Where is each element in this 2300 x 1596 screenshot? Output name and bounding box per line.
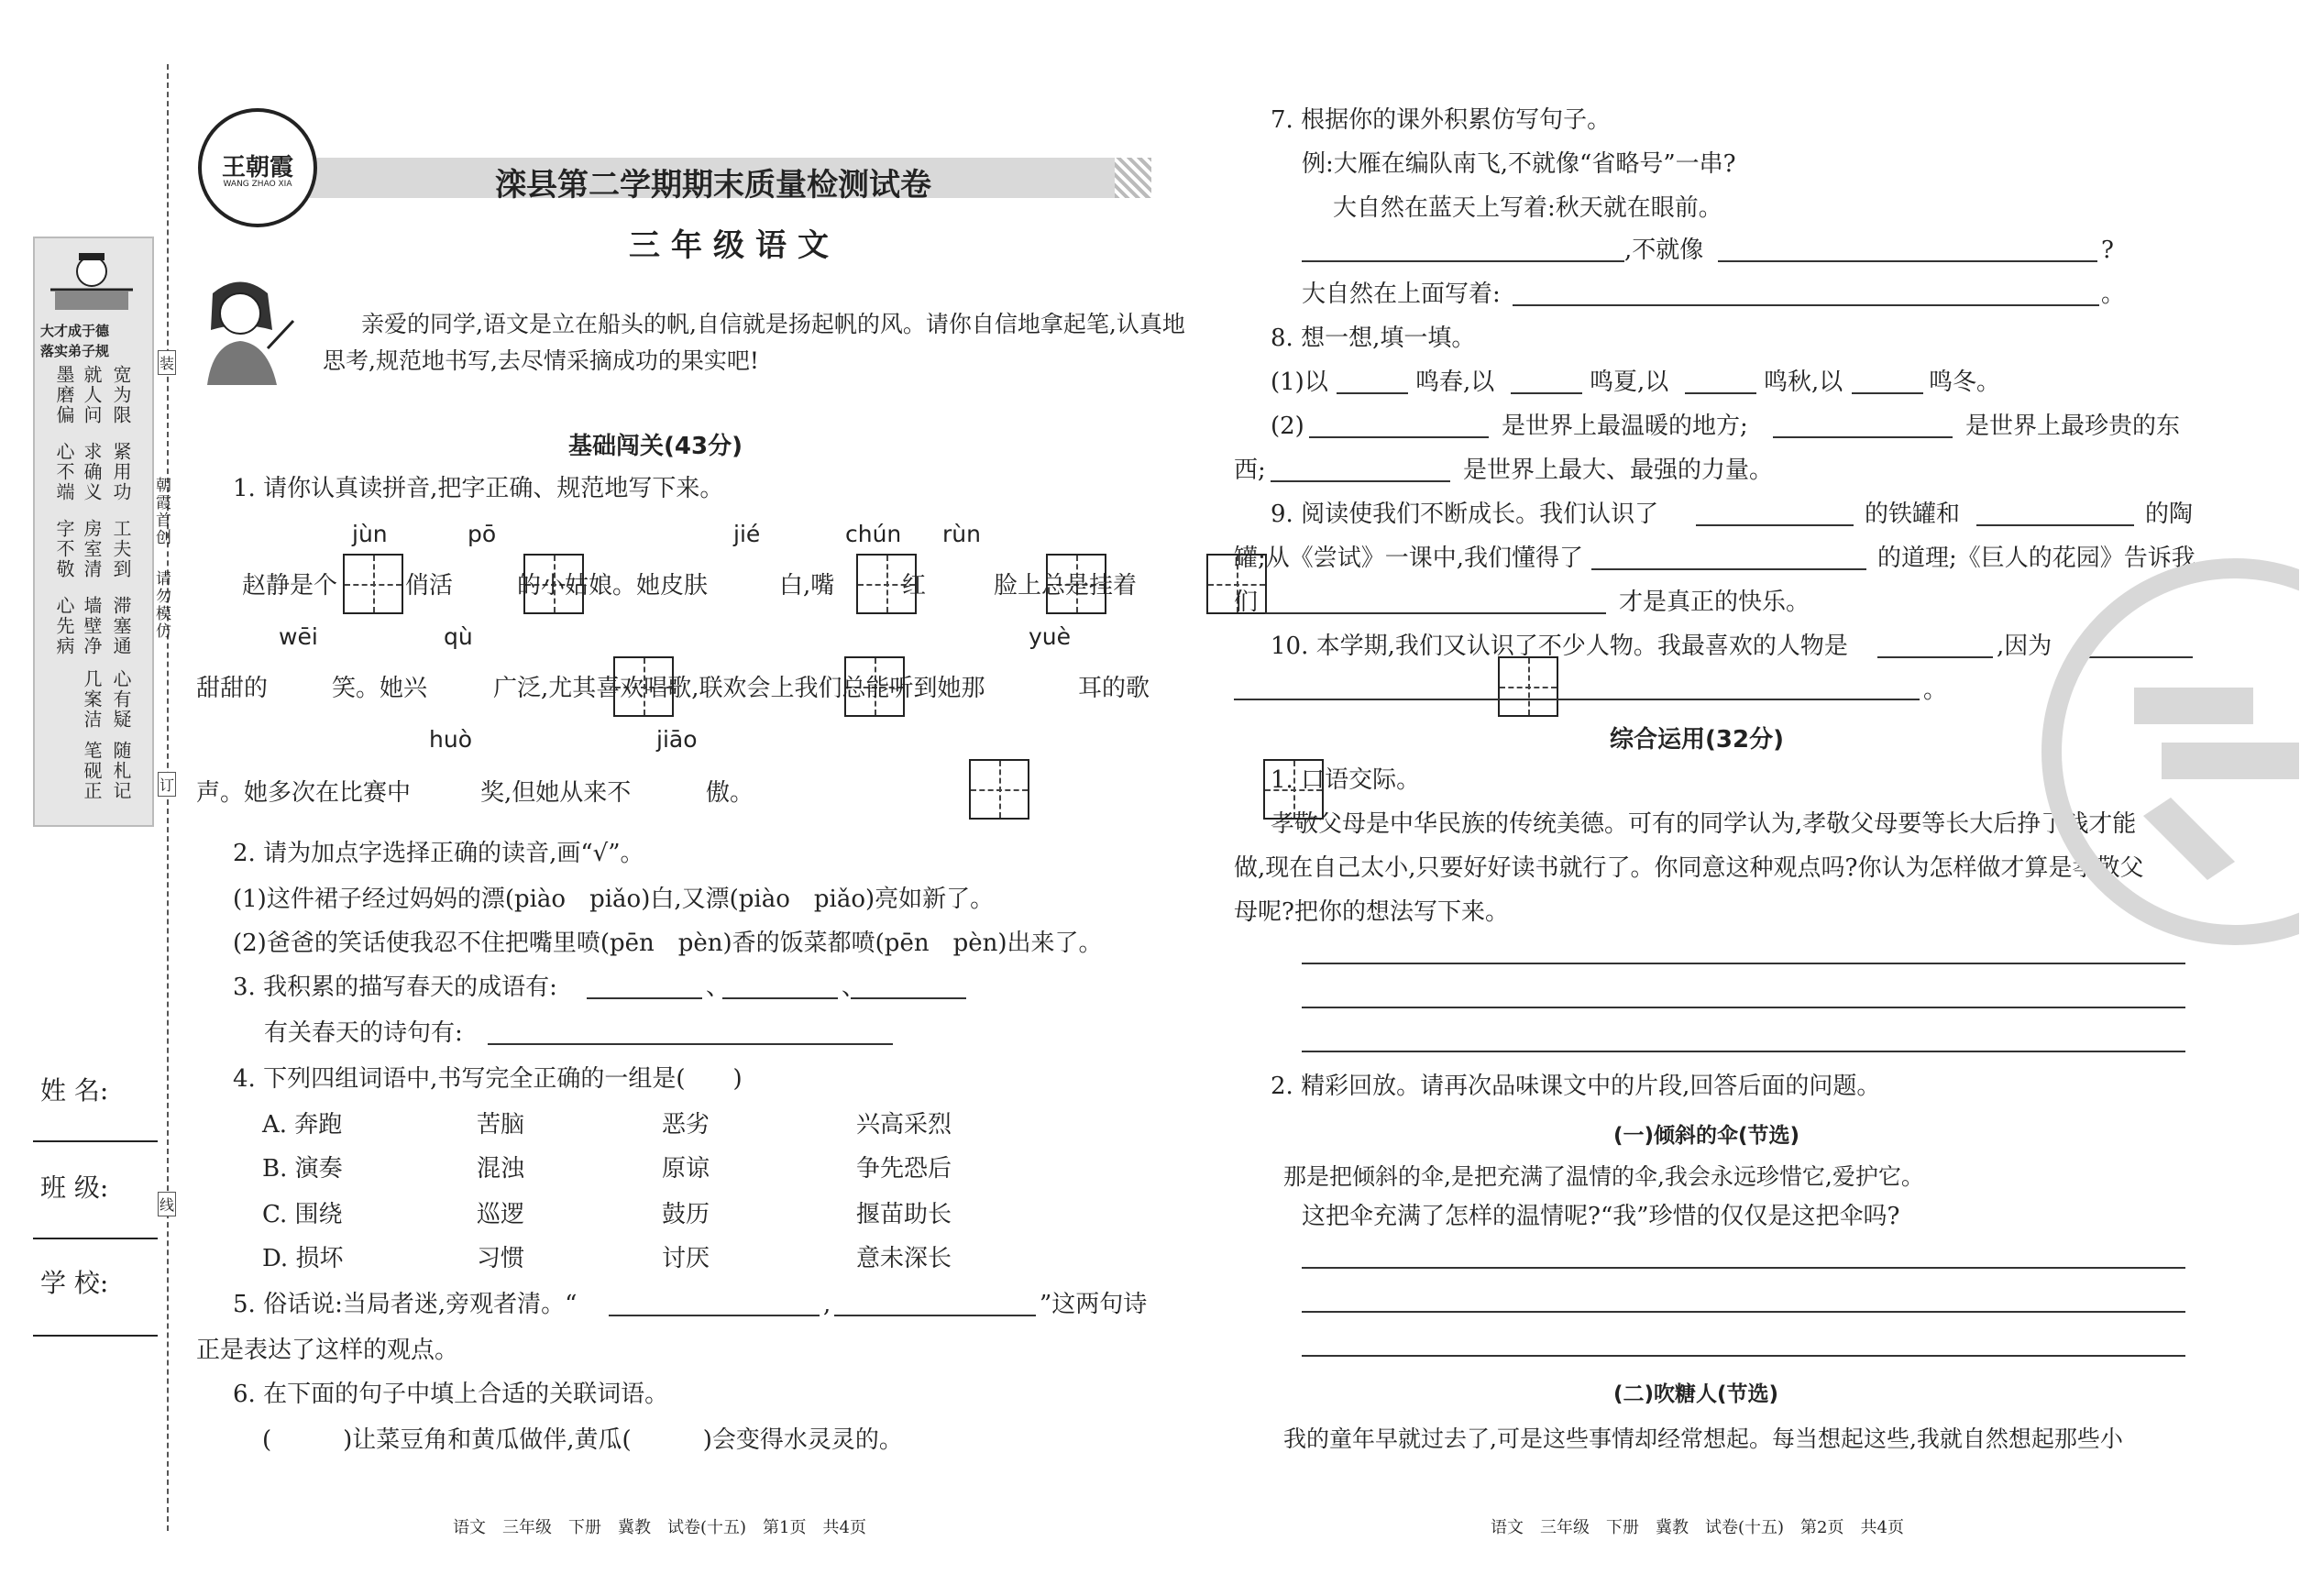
c2-passage-2: 我的童年早就过去了,可是这些事情却经常想起。每当想起这些,我就自然想起那些小 bbox=[1283, 1425, 2123, 1452]
answer-line[interactable] bbox=[1852, 392, 1923, 394]
answer-line[interactable] bbox=[722, 997, 838, 999]
q7-template-2: 大自然在上面写着: bbox=[1302, 281, 1501, 308]
motto: 紧用功 bbox=[110, 442, 132, 502]
c2-passage-1: 那是把倾斜的伞,是把充满了温情的伞,我会永远珍惜它,爱护它。 bbox=[1283, 1163, 1924, 1190]
c1-text: 做,现在自己太小,只要好好读书就行了。你同意这种观点吗?你认为怎样做才算是孝敬父 bbox=[1234, 854, 2144, 882]
period: 。 bbox=[2101, 281, 2126, 308]
q1-text: 脸上总是挂着 bbox=[994, 572, 1138, 600]
sidebar-banner-2: 落实弟子规 bbox=[40, 343, 110, 359]
q7-example-1: 例:大雁在编队南飞,不就像“省略号”一串? bbox=[1302, 150, 1736, 178]
teacher-illustration bbox=[194, 275, 295, 385]
q9: 才是真正的快乐。 bbox=[1619, 589, 1810, 616]
answer-line[interactable] bbox=[1234, 699, 1920, 700]
q10: 10. 本学期,我们又认识了不少人物。我最喜欢的人物是 bbox=[1271, 633, 1848, 660]
sidebar-banner-1: 大才成于德 bbox=[40, 323, 110, 339]
answer-line[interactable] bbox=[1513, 304, 2099, 306]
class-field[interactable] bbox=[33, 1238, 158, 1239]
q4-word: 苦脑 bbox=[477, 1111, 525, 1139]
name-label: 姓 名: bbox=[40, 1075, 109, 1106]
motto: 笔砚正 bbox=[81, 741, 103, 801]
answer-line[interactable] bbox=[1309, 436, 1489, 438]
q1-text: 笑。她兴 bbox=[332, 675, 428, 702]
q4-option[interactable]: C. 围绕 bbox=[262, 1201, 343, 1228]
q7-template: ,不就像 bbox=[1624, 237, 1704, 264]
q5-prompt-cont: 正是表达了这样的观点。 bbox=[196, 1337, 459, 1364]
answer-line[interactable] bbox=[1271, 480, 1450, 482]
q1-text: 傲。 bbox=[706, 779, 754, 807]
q4-option[interactable]: B. 演奏 bbox=[262, 1155, 343, 1183]
pinyin: yuè bbox=[1029, 623, 1072, 650]
brand-logo bbox=[198, 108, 317, 227]
cut-mark: 线 bbox=[158, 1192, 176, 1216]
q9: 罐;从《尝试》一课中,我们懂得了 bbox=[1234, 545, 1584, 572]
answer-line[interactable] bbox=[1976, 524, 2134, 526]
q4-word: 揠苗助长 bbox=[856, 1201, 952, 1228]
q10: ,因为 bbox=[1997, 633, 2052, 660]
answer-line[interactable] bbox=[1591, 568, 1866, 570]
pinyin: qù bbox=[444, 623, 473, 650]
pinyin: jié bbox=[733, 521, 761, 547]
q8-2: 是世界上最大、最强的力量。 bbox=[1463, 457, 1774, 484]
page-footer: 语文 三年级 下册 冀教 试卷(十五) 第1页 共4页 bbox=[453, 1518, 866, 1537]
q2-prompt: 2. 请为加点字选择正确的读音,画“√”。 bbox=[233, 840, 644, 867]
question-mark: ? bbox=[2101, 237, 2114, 264]
q4-word: 争先恐后 bbox=[856, 1155, 952, 1183]
pinyin: pō bbox=[468, 521, 497, 547]
writing-line[interactable] bbox=[1302, 1007, 2185, 1008]
motto: 心有疑 bbox=[110, 669, 132, 730]
motto: 心不端 bbox=[53, 442, 75, 502]
motto: 宽为限 bbox=[110, 365, 132, 425]
motto: 字不敬 bbox=[53, 519, 75, 579]
q8-1: (1)以 bbox=[1271, 369, 1328, 396]
binding-note: 请勿模仿 bbox=[152, 570, 171, 640]
motto: 几案洁 bbox=[81, 669, 103, 730]
name-field[interactable] bbox=[33, 1140, 158, 1142]
q8-1: 鸣夏,以 bbox=[1590, 369, 1669, 396]
school-field[interactable] bbox=[33, 1335, 158, 1337]
answer-line[interactable] bbox=[834, 1315, 1036, 1316]
brand-name-en: WANG ZHAO XIA bbox=[223, 180, 292, 189]
separator: 、 bbox=[706, 974, 731, 1001]
q5-prompt-end: ”这两句诗 bbox=[1040, 1291, 1148, 1318]
writing-line[interactable] bbox=[1302, 1311, 2185, 1313]
writing-line[interactable] bbox=[1302, 1355, 2185, 1357]
answer-line[interactable] bbox=[1718, 260, 2097, 262]
motto: 墨磨偏 bbox=[53, 365, 75, 425]
q1-text: 耳的歌 bbox=[1078, 675, 1150, 702]
section-title-basics: 基础闯关(43分) bbox=[568, 433, 743, 460]
answer-line[interactable] bbox=[1511, 392, 1582, 394]
pinyin: jùn bbox=[352, 521, 388, 547]
c2-passage-title-2: (二)吹糖人(节选) bbox=[1613, 1382, 1779, 1406]
q1-text: 白,嘴 bbox=[779, 572, 835, 600]
section-title-applied: 综合运用(32分) bbox=[1610, 726, 1784, 754]
q2-item-2: (2)爸爸的笑话使我忍不住把嘴里喷(pēn pèn)香的饭菜都喷(pēn pèn)出来了。 bbox=[233, 930, 1103, 957]
writing-box[interactable] bbox=[1498, 656, 1558, 717]
answer-line[interactable] bbox=[1265, 612, 1606, 614]
q9: 们 bbox=[1234, 589, 1259, 616]
intro-line-1: 亲爱的同学,语文是立在船头的帆,自信就是扬起帆的风。请你自信地拿起笔,认真地 bbox=[361, 311, 1185, 337]
motto: 墙壁净 bbox=[81, 596, 103, 656]
binding-note: 朝霞首创 bbox=[152, 477, 171, 546]
answer-line[interactable] bbox=[1337, 392, 1408, 394]
q8-2: (2) bbox=[1271, 413, 1304, 440]
period: 。 bbox=[1923, 677, 1948, 704]
motto: 求确义 bbox=[81, 442, 103, 502]
c2-prompt: 2. 精彩回放。请再次品味课文中的片段,回答后面的问题。 bbox=[1271, 1073, 1881, 1100]
watermark-stamp bbox=[2024, 550, 2299, 953]
c2-passage-title-1: (一)倾斜的伞(节选) bbox=[1613, 1124, 1800, 1148]
q3-poem-prompt: 有关春天的诗句有: bbox=[264, 1019, 463, 1047]
q6-prompt: 6. 在下面的句子中填上合适的关联词语。 bbox=[233, 1381, 669, 1408]
q4-option[interactable]: A. 奔跑 bbox=[262, 1111, 343, 1139]
q8-prompt: 8. 想一想,填一填。 bbox=[1271, 325, 1476, 352]
writing-box[interactable] bbox=[343, 554, 403, 614]
answer-line[interactable] bbox=[609, 1315, 820, 1316]
q8-2: 是世界上最珍贵的东 bbox=[1965, 413, 2181, 440]
q3-prompt: 3. 我积累的描写春天的成语有: bbox=[233, 974, 557, 1001]
q6-sentence[interactable]: ( )让菜豆角和黄瓜做伴,黄瓜( )会变得水灵灵的。 bbox=[262, 1426, 903, 1454]
q1-text: 红 bbox=[902, 572, 927, 600]
q8-1: 鸣冬。 bbox=[1929, 369, 2001, 396]
q4-word: 兴高采烈 bbox=[856, 1111, 952, 1139]
q4-word: 混浊 bbox=[477, 1155, 525, 1183]
brand-name: 王朝霞 bbox=[221, 154, 293, 182]
q9: 9. 阅读使我们不断成长。我们认识了 bbox=[1271, 501, 1659, 528]
motto: 就人问 bbox=[81, 365, 103, 425]
answer-line[interactable] bbox=[1302, 260, 1624, 262]
c1-prompt: 1. 口语交际。 bbox=[1271, 766, 1421, 794]
answer-line[interactable] bbox=[1773, 436, 1953, 438]
q4-word: 恶劣 bbox=[662, 1111, 710, 1139]
separator: 、 bbox=[842, 974, 866, 1001]
answer-line[interactable] bbox=[1685, 392, 1756, 394]
pinyin: huò bbox=[429, 726, 472, 753]
page-title: 滦县第二学期期末质量检测试卷 bbox=[495, 167, 931, 204]
scholar-illustration bbox=[46, 246, 138, 319]
answer-line[interactable] bbox=[1877, 656, 1993, 658]
motto: 房室清 bbox=[81, 519, 103, 579]
page-footer: 语文 三年级 下册 冀教 试卷(十五) 第2页 共4页 bbox=[1491, 1518, 1904, 1537]
pinyin: rùn bbox=[942, 521, 981, 547]
school-label: 学 校: bbox=[40, 1268, 109, 1298]
q4-word: 意未深长 bbox=[856, 1245, 952, 1272]
q4-word: 原谅 bbox=[662, 1155, 710, 1183]
pinyin: wēi bbox=[279, 623, 318, 650]
header-dots bbox=[1115, 158, 1151, 198]
q1-text: 声。她多次在比赛中 bbox=[196, 779, 412, 807]
q1-text: 奖,但她从来不 bbox=[480, 779, 632, 807]
q9: 的道理;《巨人的花园》告诉我 bbox=[1877, 545, 2195, 572]
answer-line[interactable] bbox=[1696, 524, 1854, 526]
writing-line[interactable] bbox=[1302, 963, 2185, 964]
q1-prompt: 1. 请你认真读拼音,把字正确、规范地写下来。 bbox=[233, 475, 724, 502]
writing-line[interactable] bbox=[1302, 1051, 2185, 1052]
motto: 滞塞通 bbox=[110, 596, 132, 656]
motto: 心先病 bbox=[53, 596, 75, 656]
q1-text: 甜甜的 bbox=[196, 675, 269, 702]
q4-word: 鼓历 bbox=[662, 1201, 710, 1228]
q4-word: 讨厌 bbox=[662, 1245, 710, 1272]
q9: 的陶 bbox=[2145, 501, 2194, 528]
c1-text: 孝敬父母是中华民族的传统美德。可有的同学认为,孝敬父母要等长大后挣了钱才能 bbox=[1271, 810, 2137, 838]
q4-option[interactable]: D. 损坏 bbox=[262, 1245, 344, 1272]
writing-box[interactable] bbox=[969, 759, 1029, 820]
cut-mark: 订 bbox=[158, 772, 176, 797]
q1-text: 的小姑娘。她皮肤 bbox=[517, 572, 709, 600]
q4-word: 巡逻 bbox=[477, 1201, 525, 1228]
q7-example-2: 大自然在蓝天上写着:秋天就在眼前。 bbox=[1333, 194, 1722, 222]
q7-prompt: 7. 根据你的课外积累仿写句子。 bbox=[1271, 106, 1612, 134]
motto: 随札记 bbox=[110, 741, 132, 801]
q1-text: 俏活 bbox=[405, 572, 454, 600]
cut-mark: 装 bbox=[158, 350, 176, 375]
c2-question-1: 这把伞充满了怎样的温情呢?“我”珍惜的仅仅是这把伞吗? bbox=[1302, 1203, 1900, 1230]
motto: 工夫到 bbox=[110, 519, 132, 579]
q8-2: 西; bbox=[1234, 457, 1266, 484]
q5-prompt: 5. 俗话说:当局者迷,旁观者清。“ bbox=[233, 1291, 578, 1318]
q4-prompt: 4. 下列四组词语中,书写完全正确的一组是( ) bbox=[233, 1065, 743, 1093]
comma: , bbox=[823, 1291, 831, 1318]
writing-line[interactable] bbox=[1302, 1267, 2185, 1269]
q1-text: 赵静是个 bbox=[242, 572, 338, 600]
q1-text: 广泛,尤其喜欢唱歌,联欢会上我们总能听到她那 bbox=[493, 675, 985, 702]
pinyin: chún bbox=[845, 521, 902, 547]
q2-item-1: (1)这件裙子经过妈妈的漂(piào piǎo)白,又漂(piào piǎo)亮如新了。 bbox=[233, 886, 995, 913]
q8-1: 鸣春,以 bbox=[1415, 369, 1495, 396]
q8-2: 是世界上最温暖的地方; bbox=[1502, 413, 1748, 440]
answer-line[interactable] bbox=[488, 1043, 893, 1045]
q8-1: 鸣秋,以 bbox=[1764, 369, 1843, 396]
q9: 的铁罐和 bbox=[1865, 501, 1961, 528]
pinyin: jiāo bbox=[656, 726, 698, 753]
left-margin-dashed-line bbox=[167, 64, 169, 1531]
page-subtitle: 三年级语文 bbox=[629, 227, 840, 264]
class-label: 班 级: bbox=[40, 1172, 109, 1203]
answer-line[interactable] bbox=[851, 997, 966, 999]
c1-text: 母呢?把你的想法写下来。 bbox=[1234, 898, 1509, 926]
intro-line-2: 思考,规范地书写,去尽情采摘成功的果实吧! bbox=[323, 347, 759, 374]
q4-word: 习惯 bbox=[477, 1245, 525, 1272]
answer-line[interactable] bbox=[587, 997, 702, 999]
